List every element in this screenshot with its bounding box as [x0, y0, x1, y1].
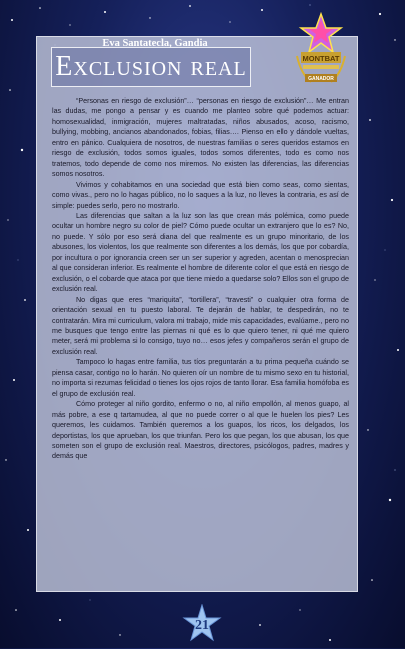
paragraph: No digas que eres “mariquita”, “tortillera”, “travesti” o cualquier otra forma de orientación sexual en tu puesto laboral. Te dejarán de hablar, te despedirán, no te contratarán. Mira mi curriculum, valora mi trabajo, mide mis capacidades, evalúame., pero no me busques que tengo entre las piernas ni qué es lo que quiero tener, ni qué me quiero meter, será mi problema si lo consigo, tuyo no… esos jefes y compañeros serán el grupo de exclusión real. — [52, 295, 349, 356]
badge-line2: GANADOR — [308, 76, 334, 82]
paragraph: Vivimos y cohabitamos en una sociedad que está bien como seas, como sientas, como vivas., pero no lo hagas público, no lo saques a la luz, no lleves la contraria, es así de simple: puedes serlo, pero no mostrarlo. — [52, 180, 349, 210]
award-badge-icon — [291, 12, 351, 102]
page-number: 21 — [195, 618, 209, 633]
page-number-badge — [180, 604, 224, 644]
author-line: Eva Santatecla, Gandia — [102, 38, 208, 49]
paragraph: Tampoco lo hagas entre familia, tus tíos preguntarán a tu prima pequeña cuándo se piensa casar, contigo no lo harán. No quieren oír un nombre de tu mismo sexo en tu historial, no importa si rezumas felicidad o tienes los ojos rojos de tanto llorar. Esa familia homófoba es el grupo de exclusión real. — [52, 358, 349, 398]
paragraph: Las diferencias que saltan a la luz son las que crean más polémica, como puede ocultar un hombre negro su color de piel? Cómo puede ocultar un extranjero que lo es? No, no puede. Y sólo por eso será diana del que realmente es un grupo minoritario, de los abusones, los violentos, los que realmente son diferentes a los demás, los que por cobardía, por incultura o por ignorancia creen ser un ser superior y agreden, acentan o menosprecian al que consideran inferior. Es realmente el hombre de diferente color el que está en riesgo de exclusión, o el cobarde que ataca por que tiene miedo a quedarse solo? Ellos son el grupo de exclusión real. — [52, 211, 349, 294]
article-body — [52, 96, 349, 462]
paragraph: Cómo proteger al niño gordito, enfermo o no, al niño empollón, al menos guapo, al más pobre, a ese q tartamudea, al que no puede correr o al que le huelen los pies? Les queremos, les cuidamos. También queremos a los guapos, los ricos, los delgados, los deportistas, los que aprueban, los que triunfan. Pero los que pegan, los que abusan, los que someten son el grupo de exclusión real. Maestros, directores, psicólogos, padres, madres y demás que — [52, 400, 349, 461]
title-box — [51, 47, 251, 87]
badge-line1: MONTBAT — [302, 54, 340, 63]
page-title: Exclusion real — [55, 51, 247, 82]
paragraph: “Personas en riesgo de exclusión”… “personas en riesgo de exclusión”… Me entran las dudas, me pongo a pensar y es cuando me planteo sobre qué podemos actuar: homosexualidad, inmigración, mujeres maltratadas, niños abusados, acoso, racismo, bullying, mobbing, ancianos abandonados, fobias, filias…. Pienso en ello y dándole vueltas, entro en pánico. Cualquiera de nosotros, de nuestras familias o seres queridos estamos en riesgo de exclusión, todos somos iguales, todos somos diferentes, todo es como nos tratemos, todo depende de como nos miremos. No existen las diferencias, las diferencias somos nosotros. — [52, 97, 349, 179]
